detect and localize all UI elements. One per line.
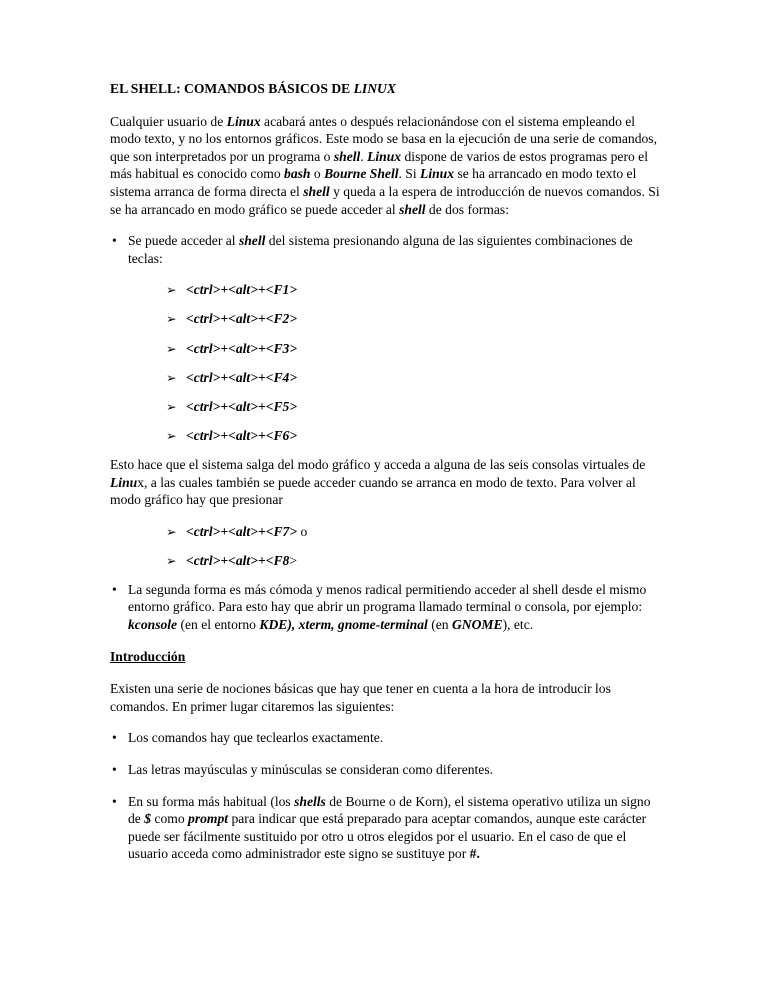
key-combo-item-f7 (166, 523, 662, 541)
key-combo-item-f6 (166, 427, 662, 445)
bullet-item-mayusculas (112, 761, 662, 779)
bullet-icon: • (112, 233, 117, 249)
bullet-text: Se puede acceder al shell del sistema presionando alguna de las siguientes combinaciones de teclas: (128, 233, 633, 266)
key-combo-text: <ctrl>+<alt>+<F4> (186, 369, 298, 385)
key-combo-text: <ctrl>+<alt>+<F8> (186, 552, 297, 568)
bullet-text: Las letras mayúsculas y minúsculas se consideran como diferentes. (128, 762, 494, 778)
arrow-bullet-icon: ➢ (166, 523, 177, 539)
bullet-icon: • (112, 762, 117, 778)
arrow-bullet-icon: ➢ (166, 311, 177, 327)
arrow-bullet-icon: ➢ (166, 427, 177, 443)
arrow-bullet-icon: ➢ (166, 552, 177, 568)
key-combo-text: <ctrl>+<alt>+<F5> (186, 398, 298, 414)
key-combo-item-f2 (166, 310, 662, 328)
intro-paragraph: Cualquier usuario de Linux acabará antes o después relacionándose con el sistema empleando el modo texto, y no los entornos gráficos. Este modo se basa en la ejecución de una serie de comandos, que son interpretados por un programa o shell. Linux dispone de varios de estos programas pero el más habitual es conocido como bash o Bourne Shell. Si Linux se ha arrancado en modo texto el sistema arranca de forma directa el shell y queda a la espera de introducción de nuevos comandos. Si se ha arrancado en modo gráfico se puede acceder al shell de dos formas: (110, 113, 660, 217)
arrow-bullet-icon: ➢ (166, 369, 177, 385)
arrow-bullet-icon: ➢ (166, 282, 177, 298)
section-heading-introduccion: Introducción (110, 648, 186, 664)
key-combo-item-f3 (166, 340, 662, 358)
bullet-icon: • (112, 581, 117, 597)
bullet-item-prompt (112, 793, 662, 863)
bullet-text: Los comandos hay que teclearlos exactamente. (128, 730, 384, 746)
bullet-item-terminal (112, 581, 662, 634)
arrow-bullet-icon: ➢ (166, 340, 177, 356)
bullet-item-exactos (112, 729, 662, 747)
document-title: EL SHELL: COMANDOS BÁSICOS DE LINUX (110, 81, 396, 96)
key-combo-text: <ctrl>+<alt>+<F6> (186, 427, 298, 443)
bullet-text: En su forma más habitual (los shells de Bourne o de Korn), el sistema operativo utiliza un signo de $ como prompt para indicar que está preparado para aceptar comandos, aunque este carácter puede ser fácilmente sustituido por otro u otros elegidos por el usuario. En el caso de que el usuario acceda como administrador este signo se sustituye por #. (128, 793, 651, 862)
bullet-icon: • (112, 793, 117, 809)
consoles-paragraph: Esto hace que el sistema salga del modo gráfico y acceda a alguna de las seis consolas virtuales de Linux, a las cuales también se puede acceder cuando se arranca en modo de texto. Para volver al modo gráfico hay que presionar (110, 456, 646, 508)
bullet-text: La segunda forma es más cómoda y menos radical permitiendo acceder al shell desde el mismo entorno gráfico. Para esto hay que abrir un programa llamado terminal o consola, por ejemplo: kconsole (en el entorno KDE), xterm, gnome-terminal (en GNOME), etc. (128, 581, 647, 633)
key-combo-item-f5 (166, 398, 662, 416)
arrow-bullet-icon: ➢ (166, 398, 177, 414)
bullet-item-shell-access (112, 232, 662, 267)
key-combo-text: <ctrl>+<alt>+<F1> (186, 282, 298, 298)
key-combo-item-f4 (166, 369, 662, 387)
key-combo-item-f8 (166, 552, 662, 570)
key-combo-text: <ctrl>+<alt>+<F7> o (186, 523, 308, 539)
nociones-paragraph: Existen una serie de nociones básicas que hay que tener en cuenta a la hora de introducir los comandos. En primer lugar citaremos las siguientes: (110, 681, 611, 714)
key-combo-text: <ctrl>+<alt>+<F3> (186, 340, 298, 356)
bullet-icon: • (112, 730, 117, 746)
key-combo-item-f1 (166, 281, 662, 299)
key-combo-text: <ctrl>+<alt>+<F2> (186, 311, 298, 327)
